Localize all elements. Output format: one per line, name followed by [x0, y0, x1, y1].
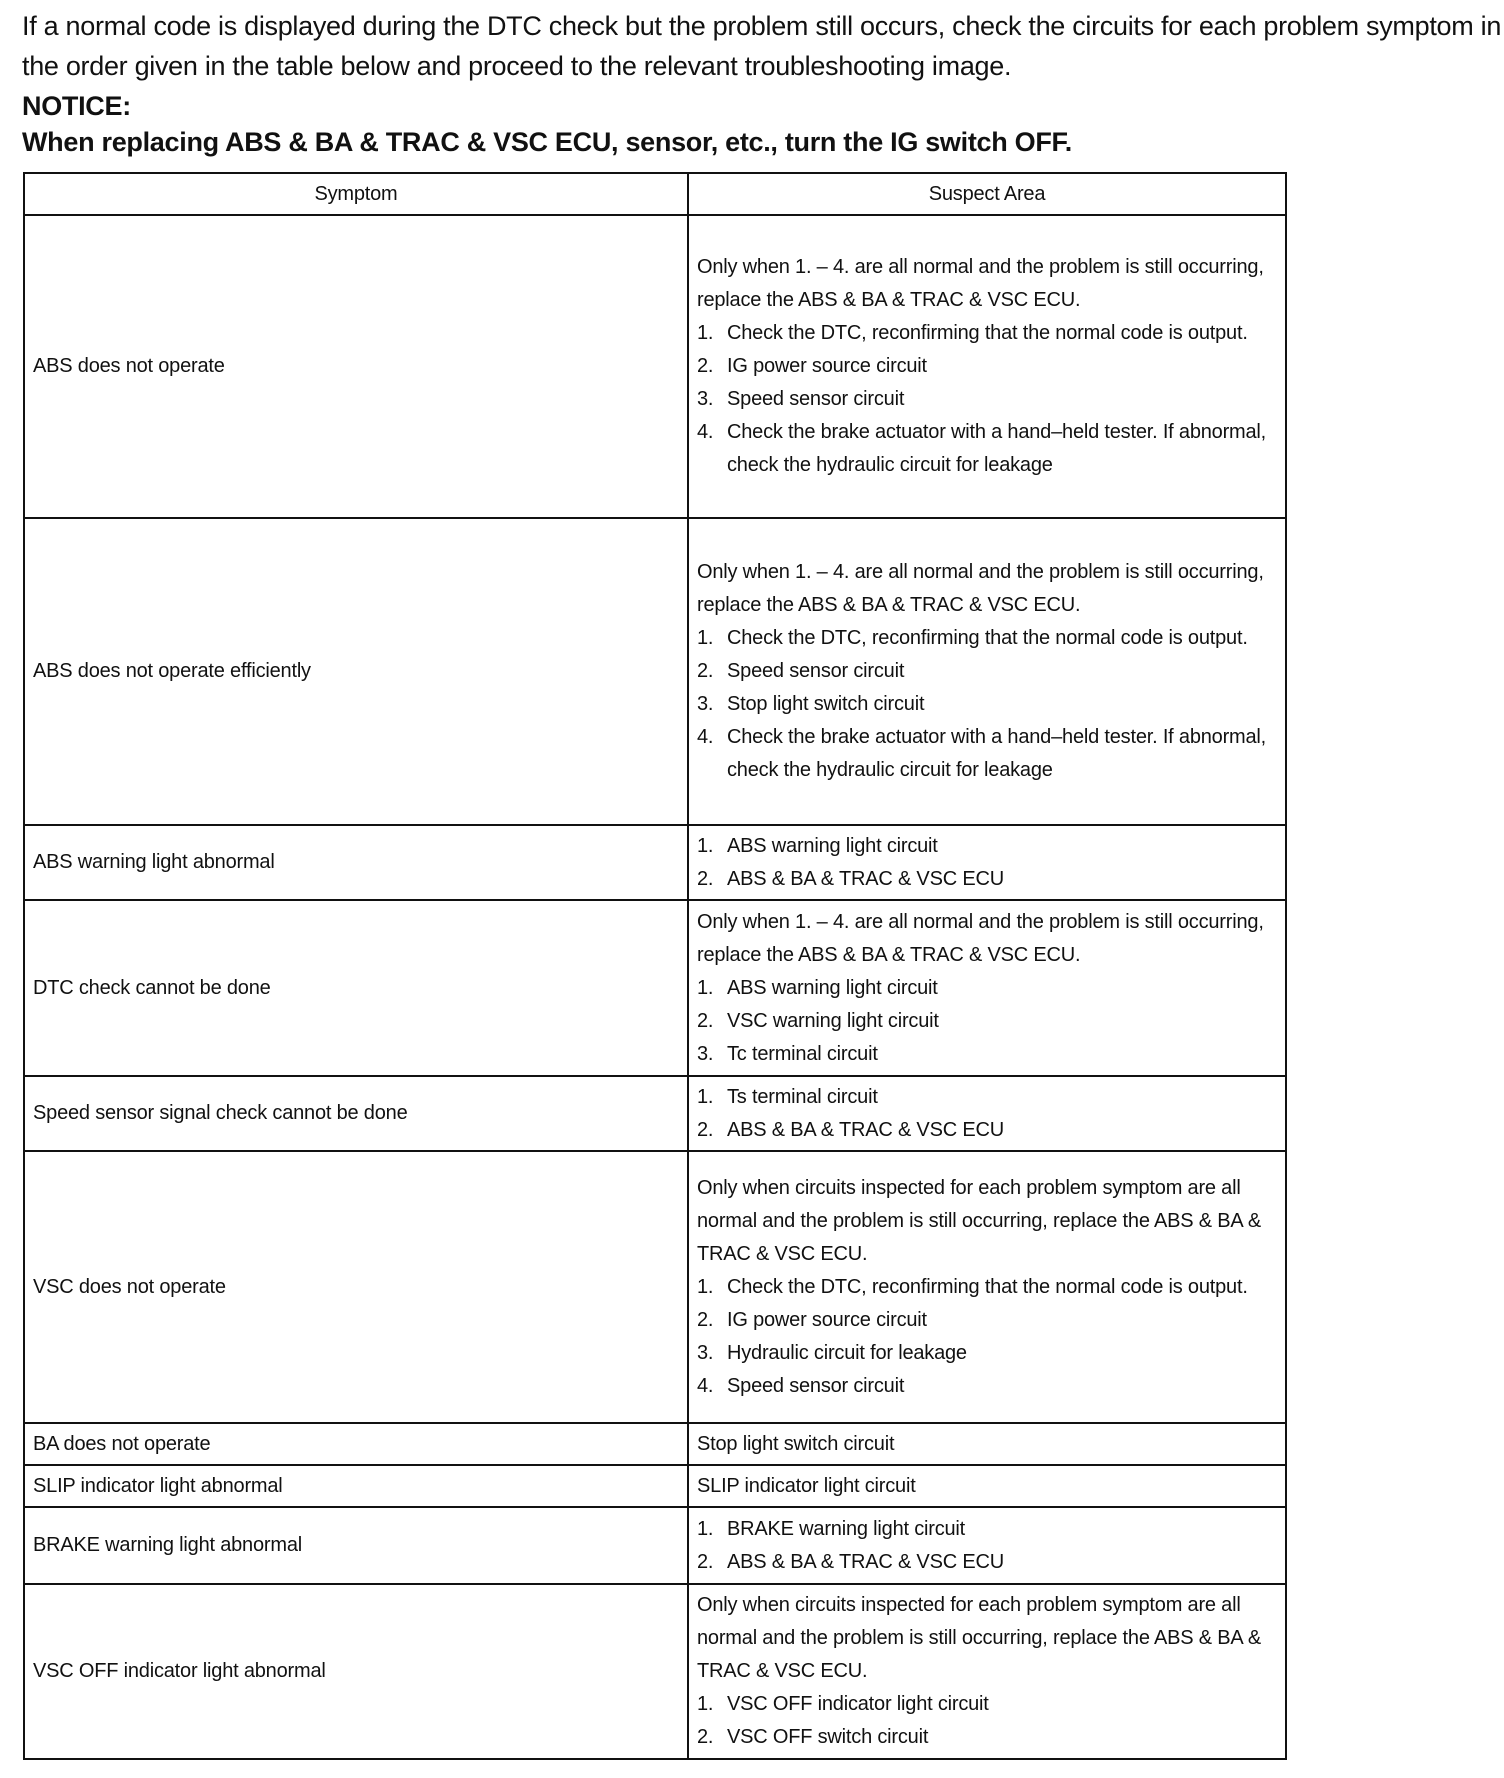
suspect-area-item: [697, 721, 1277, 787]
symptom-cell: DTC check cannot be done: [24, 900, 688, 1076]
item-text: VSC OFF switch circuit: [727, 1726, 929, 1748]
item-text: IG power source circuit: [727, 355, 927, 377]
item-text: ABS & BA & TRAC & VSC ECU: [727, 1118, 1004, 1141]
item-number: 3.: [697, 693, 714, 715]
suspect-area-item: [697, 350, 1277, 383]
table-row: [24, 1423, 1286, 1465]
suspect-area-item: [697, 1081, 1277, 1114]
item-text: Speed sensor circuit: [727, 1374, 905, 1397]
suspect-area-item: [697, 1546, 1277, 1579]
item-text: ABS & BA & TRAC & VSC ECU: [727, 1550, 1004, 1573]
item-text: Check the brake actuator with a hand–held tester. If abnormal, check the hydraulic circuit for leakage: [727, 726, 1267, 781]
suspect-area-item: [697, 1114, 1277, 1147]
item-number: 3.: [697, 388, 714, 410]
suspect-area-item: [697, 1005, 1277, 1038]
item-number: 2.: [697, 660, 714, 682]
problem-symptoms-table: [23, 172, 1287, 1760]
item-text: Hydraulic circuit for leakage: [727, 1341, 967, 1364]
suspect-area-item: [697, 1721, 1277, 1754]
item-number: 1.: [697, 976, 714, 999]
table-row: [24, 825, 1286, 900]
suspect-area-list: [697, 830, 1277, 896]
intro-text: [22, 6, 1502, 162]
suspect-area-cell: [688, 1584, 1286, 1759]
suspect-area-list: [697, 317, 1277, 482]
item-text: Check the brake actuator with a hand–held tester. If abnormal, check the hydraulic circuit for leakage: [727, 421, 1267, 476]
item-number: 1.: [697, 1517, 714, 1540]
suspect-area-item: [697, 863, 1277, 896]
suspect-area-cell: [688, 1151, 1286, 1423]
suspect-area-item: [697, 317, 1277, 350]
symptom-cell: SLIP indicator light abnormal: [24, 1465, 688, 1507]
suspect-area-note: Only when circuits inspected for each problem symptom are all normal and the problem is still occurring, replace the ABS & BA & TRAC & VSC ECU.: [697, 1176, 1261, 1265]
item-number: 2.: [697, 355, 714, 377]
item-text: Ts terminal circuit: [727, 1085, 878, 1108]
suspect-area-item: [697, 972, 1277, 1005]
table-row: [24, 1507, 1286, 1584]
table-row: [24, 1151, 1286, 1423]
suspect-area-note: SLIP indicator light circuit: [697, 1474, 916, 1497]
symptom-cell: BRAKE warning light abnormal: [24, 1507, 688, 1584]
suspect-area-note: Stop light switch circuit: [697, 1432, 895, 1455]
table-row: [24, 518, 1286, 825]
item-number: 1.: [697, 627, 714, 649]
item-text: BRAKE warning light circuit: [727, 1517, 966, 1540]
symptom-cell: ABS does not operate: [24, 215, 688, 518]
symptom-cell: ABS warning light abnormal: [24, 825, 688, 900]
suspect-area-list: [697, 1688, 1277, 1754]
item-text: ABS warning light circuit: [727, 976, 938, 999]
suspect-area-list: [697, 1081, 1277, 1147]
item-text: Stop light switch circuit: [727, 693, 925, 715]
suspect-area-cell: [688, 1507, 1286, 1584]
suspect-area-list: [697, 972, 1277, 1071]
item-text: Check the DTC, reconfirming that the normal code is output.: [727, 322, 1248, 344]
item-number: 2.: [697, 1009, 714, 1032]
suspect-area-note: Only when circuits inspected for each problem symptom are all normal and the problem is still occurring, replace the ABS & BA & TRAC & VSC ECU.: [697, 1594, 1261, 1682]
suspect-area-list: [697, 1513, 1277, 1579]
suspect-area-cell: [688, 825, 1286, 900]
item-number: 1.: [697, 1693, 714, 1715]
suspect-area-list: [697, 622, 1277, 787]
suspect-area-cell: [688, 900, 1286, 1076]
suspect-area-item: [697, 1038, 1277, 1071]
item-number: 4.: [697, 1374, 714, 1397]
table-row: [24, 1584, 1286, 1759]
suspect-area-item: [697, 383, 1277, 416]
suspect-area-item: [697, 1513, 1277, 1546]
suspect-area-note: Only when 1. – 4. are all normal and the problem is still occurring, replace the ABS & BA & TRAC & VSC ECU.: [697, 256, 1264, 311]
item-number: 1.: [697, 1275, 714, 1298]
item-text: Tc terminal circuit: [727, 1042, 878, 1065]
item-number: 3.: [697, 1042, 714, 1065]
symptom-cell: VSC OFF indicator light abnormal: [24, 1584, 688, 1759]
table-row: [24, 1076, 1286, 1151]
table-row: [24, 1465, 1286, 1507]
item-text: VSC OFF indicator light circuit: [727, 1693, 989, 1715]
symptom-cell: Speed sensor signal check cannot be done: [24, 1076, 688, 1151]
table-header-row: [24, 173, 1286, 215]
item-text: Check the DTC, reconfirming that the normal code is output.: [727, 627, 1248, 649]
suspect-area-cell: [688, 1465, 1286, 1507]
suspect-area-note: Only when 1. – 4. are all normal and the problem is still occurring, replace the ABS & BA & TRAC & VSC ECU.: [697, 561, 1264, 616]
suspect-area-cell: [688, 1076, 1286, 1151]
suspect-area-note: Only when 1. – 4. are all normal and the problem is still occurring, replace the ABS & BA & TRAC & VSC ECU.: [697, 910, 1264, 966]
item-number: 2.: [697, 867, 714, 890]
suspect-area-item: [697, 622, 1277, 655]
item-number: 2.: [697, 1726, 714, 1748]
suspect-area-item: [697, 1271, 1277, 1304]
table-row: [24, 215, 1286, 518]
table-row: [24, 900, 1286, 1076]
suspect-area-item: [697, 416, 1277, 482]
item-number: 2.: [697, 1118, 714, 1141]
header-symptom: Symptom: [24, 173, 688, 215]
item-number: 4.: [697, 726, 714, 748]
item-number: 2.: [697, 1550, 714, 1573]
item-number: 4.: [697, 421, 714, 443]
suspect-area-item: [697, 830, 1277, 863]
suspect-area-item: [697, 655, 1277, 688]
item-text: Speed sensor circuit: [727, 660, 905, 682]
suspect-area-cell: [688, 1423, 1286, 1465]
item-text: Speed sensor circuit: [727, 388, 905, 410]
suspect-area-item: [697, 1337, 1277, 1370]
suspect-area-cell: [688, 215, 1286, 518]
header-suspect-area: Suspect Area: [688, 173, 1286, 215]
symptom-cell: BA does not operate: [24, 1423, 688, 1465]
suspect-area-item: [697, 1688, 1277, 1721]
item-number: 2.: [697, 1308, 714, 1331]
suspect-area-cell: [688, 518, 1286, 825]
item-text: IG power source circuit: [727, 1308, 927, 1331]
suspect-area-item: [697, 1304, 1277, 1337]
item-text: VSC warning light circuit: [727, 1009, 939, 1032]
suspect-area-list: [697, 1271, 1277, 1403]
item-number: 1.: [697, 1085, 714, 1108]
suspect-area-item: [697, 1370, 1277, 1403]
notice-label: NOTICE:: [22, 91, 131, 121]
symptom-cell: ABS does not operate efficiently: [24, 518, 688, 825]
item-number: 1.: [697, 322, 714, 344]
notice-text: When replacing ABS & BA & TRAC & VSC ECU, sensor, etc., turn the IG switch OFF.: [22, 127, 1072, 157]
item-number: 1.: [697, 834, 714, 857]
item-text: ABS & BA & TRAC & VSC ECU: [727, 867, 1004, 890]
item-text: ABS warning light circuit: [727, 834, 938, 857]
suspect-area-item: [697, 688, 1277, 721]
item-text: Check the DTC, reconfirming that the normal code is output.: [727, 1275, 1248, 1298]
intro-paragraph: If a normal code is displayed during the DTC check but the problem still occurs, check the circuits for each problem symptom in the order given in the table below and proceed to the relevant troubleshooting image.: [22, 11, 1502, 81]
symptom-cell: VSC does not operate: [24, 1151, 688, 1423]
item-number: 3.: [697, 1341, 714, 1364]
